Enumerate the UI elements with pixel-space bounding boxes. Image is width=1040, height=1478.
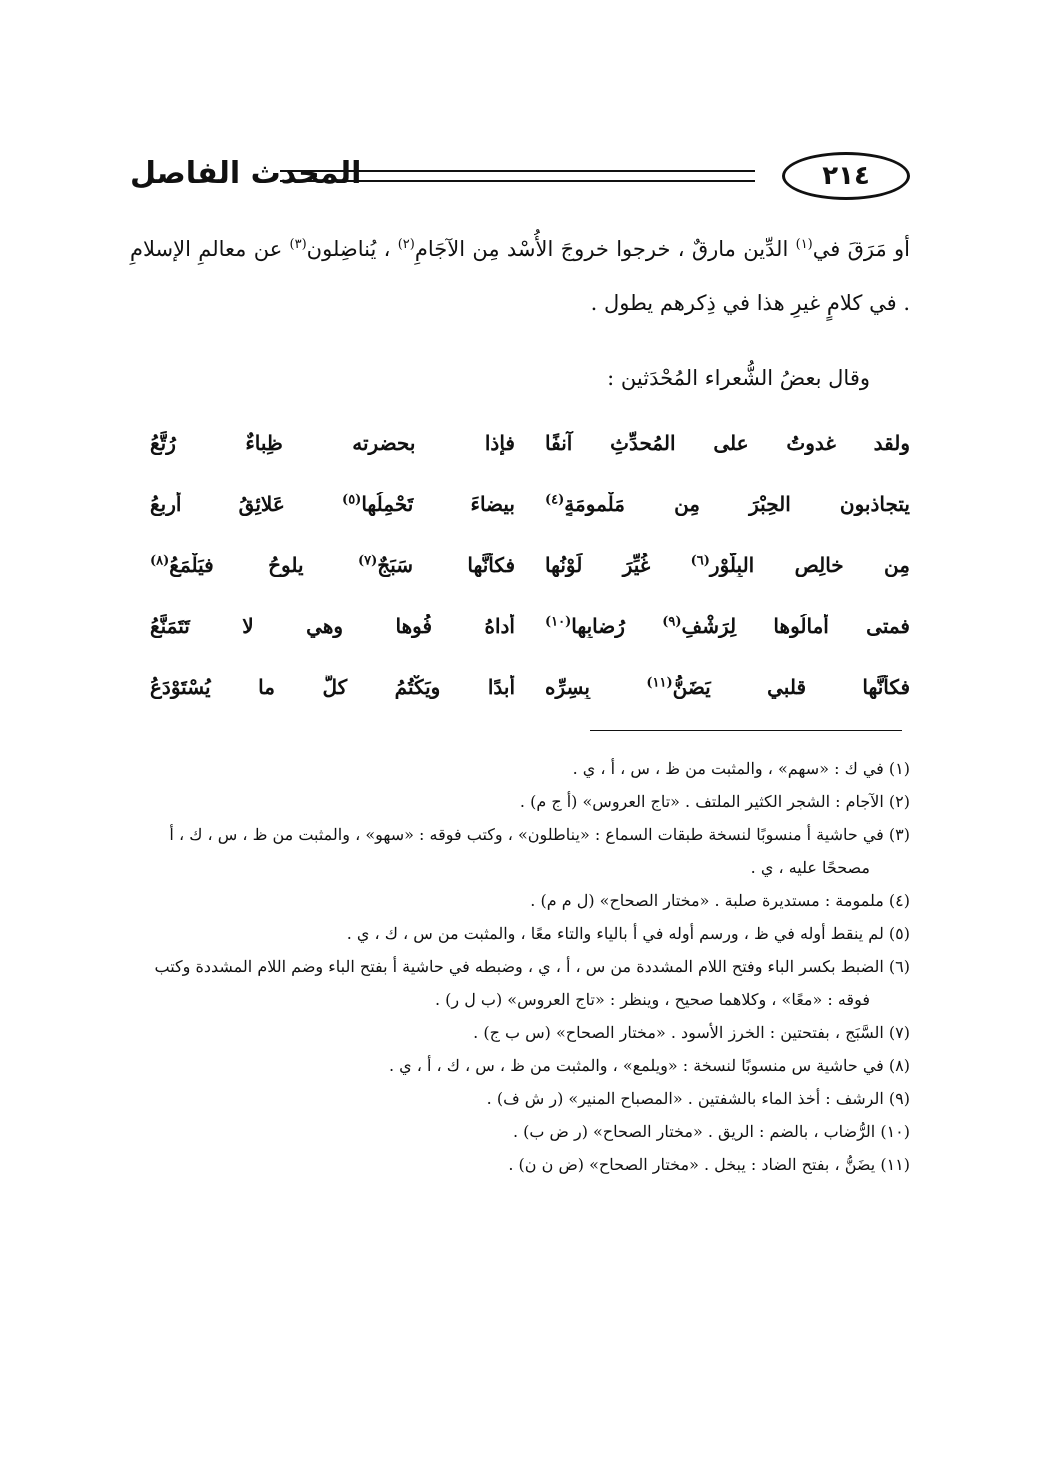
verse-text: مِن خالِصِ البِلَّوْرِ xyxy=(709,552,910,577)
verse-3 xyxy=(150,534,910,595)
paragraph-text: ، يُناضِلون xyxy=(306,237,398,261)
footnote-ref-8: (٨) xyxy=(150,552,170,568)
book-title: المحدث الفاصل xyxy=(130,156,362,191)
verse-second-half xyxy=(150,675,515,699)
footnote-ref-2: (٢) xyxy=(397,237,415,252)
verse-text: ولقد غدوتُ على المُحدِّثِ آنفًا xyxy=(545,430,910,455)
verse-first-half xyxy=(545,675,910,699)
verse-text: يتجاذبون الحِبْرَ مِن مَلْمومَةٍ xyxy=(564,491,910,516)
poem xyxy=(150,412,910,717)
footnote-9: (٩) الرشف : أخذ الماء بالشفتين . «المصباح المنير» (ر ش ف) . xyxy=(486,1089,910,1108)
footnote-2: (٢) الآجام : الشجر الكثير الملتف . «تاج العروس» (أ ج م) . xyxy=(519,792,910,811)
footnote-ref-11: (١١) xyxy=(646,674,673,690)
verse-1 xyxy=(150,412,910,473)
footnotes xyxy=(130,752,910,1181)
footnote-ref-6: (٦) xyxy=(690,552,710,568)
footnote-ref-10: (١٠) xyxy=(545,613,572,629)
verse-first-half xyxy=(545,492,910,516)
footnote-6: (٦) الضبط بكسر الباء وفتح اللام المشددة من س ، أ ، ي ، وضبطه في حاشية أ بفتح الباء وضم اللام المشددة وكتب فوقه : «معًا» ، وكلاهما صحيح ، وينظر : «تاج العروس» (ب ل ر) . xyxy=(154,957,910,1009)
verse-5 xyxy=(150,656,910,717)
footnote-4: (٤) ملمومة : مستديرة صلبة . «مختار الصحاح» (ل م م) . xyxy=(530,891,910,910)
footnote-ref-5: (٥) xyxy=(342,491,362,507)
verse-text: أبدًا ويَكْتُمُ كلَّ ما يُسْتَوْدَعُ xyxy=(150,674,515,699)
verse-text: غُيِّرَ لَوْنُها xyxy=(545,552,691,577)
verse-first-half xyxy=(545,553,910,577)
verse-text: عَلائِقُ أربعُ xyxy=(150,491,343,516)
footnote-10: (١٠) الرُّضاب ، بالضم : الريق . «مختار الصحاح» (ر ض ب) . xyxy=(512,1122,910,1141)
footnote-ref-9: (٩) xyxy=(662,613,682,629)
verse-2 xyxy=(150,473,910,534)
footnote-11: (١١) يضَنُّ ، بفتح الضاد : يبخل . «مختار الصحاح» (ض ن ن) . xyxy=(508,1155,910,1174)
verse-second-half xyxy=(150,553,515,577)
verse-text: أداهُ فُوها وهي لا تَتَمَنَّعُ xyxy=(150,613,515,638)
verse-text: فمتى أمالُوها لِرَشْفِ xyxy=(681,613,910,638)
verse-text: يلوحُ فيَلْمَعُ xyxy=(169,552,358,577)
paragraph-text: عن معالمِ الإسلامِ . في كلامٍ غيرِ هذا في ذِكرهم يطول . xyxy=(130,237,910,315)
verse-second-half xyxy=(150,614,515,638)
verse-text: بِسِرِّه xyxy=(545,674,647,699)
footnote-5: (٥) لم ينقط أوله في ظ ، ورسم أوله في أ بالياء والتاء معًا ، والمثبت من س ، ك ، ي . xyxy=(346,924,910,943)
verse-text: بيضاءَ تَحْمِلُها xyxy=(361,491,515,516)
paragraph-text: أو مَرَقَ في xyxy=(812,237,911,261)
paragraph-1 xyxy=(130,222,910,330)
footnote-ref-7: (٧) xyxy=(358,552,378,568)
footnote-ref-4: (٤) xyxy=(545,491,565,507)
verse-text: رُضابِها xyxy=(571,613,663,638)
verse-second-half xyxy=(150,431,515,455)
verse-first-half xyxy=(545,614,910,638)
page-header xyxy=(130,150,910,208)
verse-4 xyxy=(150,595,910,656)
footnote-separator xyxy=(590,730,902,731)
footnote-7: (٧) السَّبَج ، بفتحتين : الخرز الأسود . «مختار الصحاح» (س ب ج) . xyxy=(473,1023,910,1042)
verse-text: فكأنَّها سَبَجٌ xyxy=(377,552,515,577)
footnote-3: (٣) في حاشية أ منسوبًا لنسخة طبقات السماع : «يناطلون» ، وكتب فوقه : «سهو» ، والمثبت من ظ ، س ، ك ، أ مصححًا عليه ، ي . xyxy=(169,825,910,877)
verse-second-half xyxy=(150,492,515,516)
page-number: ٢١٤ xyxy=(782,152,910,200)
footnote-1: (١) في ك : «سهم» ، والمثبت من ظ ، س ، أ ، ي . xyxy=(572,759,910,778)
body-paragraph xyxy=(130,222,910,330)
poem-intro: وقال بعضُ الشُّعراء المُحْدَثين : xyxy=(607,366,870,390)
paragraph-text: الدِّين مارقٌ ، خرجوا خروجَ الأُسْد مِن الآجَامِ xyxy=(414,237,796,261)
footnote-8: (٨) في حاشية س منسوبًا لنسخة : «ويلمع» ، والمثبت من ظ ، س ، ك ، أ ، ي . xyxy=(388,1056,910,1075)
footnote-ref-3: (٣) xyxy=(289,237,307,252)
footnote-ref-1: (١) xyxy=(795,237,813,252)
verse-text: فإذا بحضرته ظِباءٌ رُتَّعُ xyxy=(150,430,515,455)
verse-text: فكأنَّها قلبي يَضَنُّ xyxy=(672,674,910,699)
verse-first-half xyxy=(545,431,910,455)
